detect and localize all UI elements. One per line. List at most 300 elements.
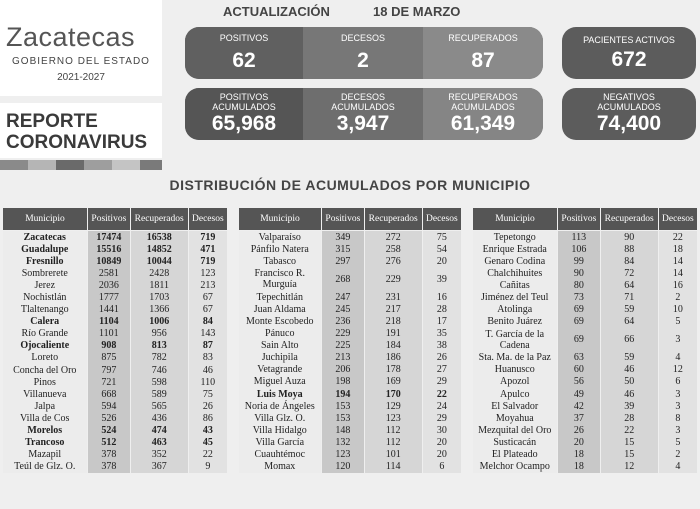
- positivos-cell: 349: [322, 231, 365, 244]
- table-row: [3, 316, 228, 328]
- recuperados-cell: 84: [600, 255, 658, 267]
- daily-decesos: [303, 27, 423, 79]
- recuperados-cell: 28: [600, 412, 658, 424]
- logo-panel: [0, 0, 162, 96]
- decesos-cell: 54: [422, 243, 461, 255]
- municipio-cell: El Salvador: [473, 400, 558, 412]
- municipio-cell: Pánuco: [239, 328, 322, 340]
- table-row: [239, 340, 462, 352]
- municipio-cell: Mazapil: [3, 449, 88, 461]
- table-row: [239, 352, 462, 364]
- negatives-box: [562, 88, 696, 140]
- municipio-cell: Mezquital del Oro: [473, 424, 558, 436]
- table-row: [473, 231, 698, 244]
- active-patients: [562, 27, 696, 79]
- municipio-cell: Tabasco: [239, 255, 322, 267]
- municipio-cell: Calera: [3, 316, 88, 328]
- municipio-cell: Concha del Oro: [3, 364, 88, 376]
- municipio-cell: Monte Escobedo: [239, 315, 322, 327]
- recuperados-cell: 50: [600, 376, 658, 388]
- positivos-cell: 69: [558, 316, 601, 328]
- municipality-table-2: [238, 207, 462, 473]
- col-municipio: Municipio: [3, 208, 88, 231]
- decesos-cell: 86: [188, 412, 227, 424]
- table-row: [473, 267, 698, 279]
- recuperados-cell: 59: [600, 352, 658, 364]
- table-row: [473, 243, 698, 255]
- municipio-cell: Río Grande: [3, 328, 88, 340]
- table-row: [3, 304, 228, 316]
- table-row: [3, 352, 228, 364]
- report-title-line2: CORONAVIRUS: [6, 132, 148, 153]
- table-row: [239, 376, 462, 388]
- positivos-cell: 1101: [88, 328, 131, 340]
- municipio-cell: Miguel Auza: [239, 376, 322, 388]
- positivos-cell: 512: [88, 437, 131, 449]
- recuperados-cell: 589: [130, 388, 188, 400]
- municipio-cell: Melchor Ocampo: [473, 461, 558, 473]
- decesos-cell: 14: [658, 267, 697, 279]
- decesos-cell: 75: [188, 388, 227, 400]
- positivos-cell: 875: [88, 352, 131, 364]
- recuperados-cell: 474: [130, 425, 188, 437]
- acc-decesos-label2: ACUMULADOS: [331, 102, 395, 112]
- decesos-cell: 45: [188, 437, 227, 449]
- municipio-cell: Susticacán: [473, 436, 558, 448]
- municipio-cell: Luis Moya: [239, 388, 322, 400]
- positivos-cell: 18: [558, 461, 601, 473]
- decesos-cell: 28: [422, 303, 461, 315]
- recuperados-cell: 782: [130, 352, 188, 364]
- recuperados-cell: 15: [600, 449, 658, 461]
- decesos-cell: 87: [188, 340, 227, 352]
- municipio-cell: Loreto: [3, 352, 88, 364]
- municipio-cell: Tepetongo: [473, 231, 558, 244]
- municipio-cell: Vetagrande: [239, 364, 322, 376]
- table-row: [239, 243, 462, 255]
- update-date: 18 DE MARZO: [373, 4, 461, 19]
- col-recuperados: Recuperados: [600, 208, 658, 231]
- positivos-cell: 378: [88, 461, 131, 473]
- decesos-cell: 12: [658, 364, 697, 376]
- municipio-cell: Juan Aldama: [239, 303, 322, 315]
- decesos-cell: 719: [188, 255, 227, 267]
- decesos-cell: 39: [422, 267, 461, 291]
- decesos-cell: 18: [658, 243, 697, 255]
- positivos-cell: 1777: [88, 291, 131, 303]
- table-row: [239, 231, 462, 244]
- positivos-cell: 120: [322, 461, 365, 473]
- table-row: [3, 231, 228, 244]
- recuperados-cell: 2428: [130, 267, 188, 279]
- logo-name: Zacatecas: [6, 22, 136, 52]
- table-row: [473, 449, 698, 461]
- table-row: [239, 255, 462, 267]
- report-title: [6, 111, 147, 153]
- logo-subtitle: GOBIERNO DEL ESTADO: [12, 56, 150, 67]
- table-row: [473, 352, 698, 364]
- municipio-cell: Francisco R. Murguía: [239, 267, 322, 291]
- recuperados-cell: 101: [364, 449, 422, 461]
- report-panel: [0, 103, 162, 158]
- decesos-cell: 6: [658, 376, 697, 388]
- positivos-cell: 247: [322, 291, 365, 303]
- decesos-cell: 27: [422, 364, 461, 376]
- decesos-cell: 213: [188, 279, 227, 291]
- table-row: [473, 436, 698, 448]
- decesos-cell: 110: [188, 376, 227, 388]
- recuperados-cell: 64: [600, 279, 658, 291]
- table-row: [473, 316, 698, 328]
- recuperados-cell: 746: [130, 364, 188, 376]
- positivos-cell: 42: [558, 400, 601, 412]
- table-row: [3, 449, 228, 461]
- recuperados-cell: 186: [364, 352, 422, 364]
- col-decesos: Decesos: [422, 208, 461, 231]
- color-stripe: [140, 160, 162, 170]
- recuperados-cell: 39: [600, 400, 658, 412]
- decesos-cell: 16: [422, 291, 461, 303]
- positivos-cell: 268: [322, 267, 365, 291]
- negatives-value: 74,400: [596, 112, 662, 135]
- table-row: [3, 376, 228, 388]
- decesos-cell: 38: [422, 340, 461, 352]
- table-row: [3, 425, 228, 437]
- recuperados-cell: 14852: [130, 243, 188, 255]
- decesos-cell: 3: [658, 424, 697, 436]
- color-stripe: [28, 160, 56, 170]
- recuperados-cell: 217: [364, 303, 422, 315]
- decesos-cell: 5: [658, 436, 697, 448]
- municipio-cell: Benito Juárez: [473, 316, 558, 328]
- decesos-cell: 22: [658, 231, 697, 244]
- municipio-cell: Cuauhtémoc: [239, 449, 322, 461]
- positivos-cell: 153: [322, 400, 365, 412]
- municipio-cell: Morelos: [3, 425, 88, 437]
- positivos-cell: 148: [322, 424, 365, 436]
- table-row: [473, 424, 698, 436]
- positivos-cell: 56: [558, 376, 601, 388]
- recuperados-cell: 22: [600, 424, 658, 436]
- positivos-cell: 236: [322, 315, 365, 327]
- col-recuperados: Recuperados: [130, 208, 188, 231]
- decesos-cell: 20: [422, 449, 461, 461]
- positivos-cell: 123: [322, 449, 365, 461]
- acc-positivos-label1: POSITIVOS: [219, 92, 269, 102]
- municipio-cell: Ojocaliente: [3, 340, 88, 352]
- positivos-cell: 297: [322, 255, 365, 267]
- table-body: [473, 231, 698, 473]
- municipio-cell: Juchipila: [239, 352, 322, 364]
- update-label: ACTUALIZACIÓN: [223, 4, 330, 19]
- municipio-cell: Trancoso: [3, 437, 88, 449]
- acc-recuperados-label1: RECUPERADOS: [448, 92, 518, 102]
- positivos-cell: 15516: [88, 243, 131, 255]
- decesos-cell: 123: [188, 267, 227, 279]
- table-row: [473, 279, 698, 291]
- decesos-cell: 143: [188, 328, 227, 340]
- decesos-cell: 83: [188, 352, 227, 364]
- decesos-cell: 43: [188, 425, 227, 437]
- decesos-cell: 8: [658, 412, 697, 424]
- negatives: [562, 88, 696, 140]
- table-row: [3, 279, 228, 291]
- recuperados-cell: 169: [364, 376, 422, 388]
- decesos-cell: 17: [422, 315, 461, 327]
- report-title-line1: REPORTE: [6, 111, 98, 132]
- decesos-cell: 46: [188, 364, 227, 376]
- daily-positivos-label: POSITIVOS: [219, 33, 269, 43]
- negatives-label2: ACUMULADOS: [597, 102, 661, 112]
- municipio-cell: El Plateado: [473, 449, 558, 461]
- decesos-cell: 719: [188, 231, 227, 244]
- table-row: [239, 267, 462, 291]
- municipio-cell: Genaro Codina: [473, 255, 558, 267]
- decesos-cell: 5: [658, 316, 697, 328]
- daily-recuperados: [423, 27, 543, 79]
- table-row: [239, 436, 462, 448]
- municipio-cell: Momax: [239, 461, 322, 473]
- municipio-cell: Jiménez del Teul: [473, 291, 558, 303]
- recuperados-cell: 231: [364, 291, 422, 303]
- recuperados-cell: 184: [364, 340, 422, 352]
- municipio-cell: Apulco: [473, 388, 558, 400]
- table-row: [3, 243, 228, 255]
- municipio-cell: Fresnillo: [3, 255, 88, 267]
- decesos-cell: 10: [658, 304, 697, 316]
- decesos-cell: 30: [422, 424, 461, 436]
- positivos-cell: 524: [88, 425, 131, 437]
- daily-decesos-label: DECESOS: [340, 33, 385, 43]
- municipio-cell: Moyahua: [473, 412, 558, 424]
- table-row: [473, 400, 698, 412]
- recuperados-cell: 59: [600, 304, 658, 316]
- positivos-cell: 99: [558, 255, 601, 267]
- positivos-cell: 26: [558, 424, 601, 436]
- municipality-table-1: [2, 207, 228, 473]
- municipio-cell: Valparaíso: [239, 231, 322, 244]
- acc-recuperados: [423, 88, 543, 140]
- recuperados-cell: 191: [364, 328, 422, 340]
- positivos-cell: 225: [322, 340, 365, 352]
- recuperados-cell: 64: [600, 316, 658, 328]
- table-row: [3, 291, 228, 303]
- recuperados-cell: 218: [364, 315, 422, 327]
- table-row: [239, 303, 462, 315]
- recuperados-cell: 72: [600, 267, 658, 279]
- table-row: [473, 291, 698, 303]
- positivos-cell: 668: [88, 388, 131, 400]
- recuperados-cell: 1366: [130, 304, 188, 316]
- table-header-row: [239, 208, 462, 231]
- decesos-cell: 35: [422, 328, 461, 340]
- decesos-cell: 9: [188, 461, 227, 473]
- decesos-cell: 2: [658, 449, 697, 461]
- municipio-cell: Tlaltenango: [3, 304, 88, 316]
- table-row: [239, 315, 462, 327]
- decesos-cell: 22: [422, 388, 461, 400]
- acc-recuperados-value: 61,349: [450, 112, 516, 135]
- municipio-cell: Jerez: [3, 279, 88, 291]
- table-row: [3, 267, 228, 279]
- col-municipio: Municipio: [239, 208, 322, 231]
- municipio-cell: Sombrerete: [3, 267, 88, 279]
- col-positivos: Positivos: [88, 208, 131, 231]
- recuperados-cell: 367: [130, 461, 188, 473]
- decesos-cell: 29: [422, 376, 461, 388]
- recuperados-cell: 88: [600, 243, 658, 255]
- decesos-cell: 3: [658, 328, 697, 352]
- accumulated-stats-group: [185, 88, 543, 140]
- table-header-row: [473, 208, 698, 231]
- table-row: [239, 400, 462, 412]
- positivos-cell: 721: [88, 376, 131, 388]
- recuperados-cell: 1703: [130, 291, 188, 303]
- decesos-cell: 75: [422, 231, 461, 244]
- positivos-cell: 132: [322, 436, 365, 448]
- positivos-cell: 49: [558, 388, 601, 400]
- municipio-cell: Sta. Ma. de la Paz: [473, 352, 558, 364]
- decesos-cell: 20: [422, 255, 461, 267]
- positivos-cell: 378: [88, 449, 131, 461]
- table-row: [239, 424, 462, 436]
- recuperados-cell: 436: [130, 412, 188, 424]
- municipio-cell: Noria de Ángeles: [239, 400, 322, 412]
- recuperados-cell: 129: [364, 400, 422, 412]
- recuperados-cell: 10044: [130, 255, 188, 267]
- positivos-cell: 206: [322, 364, 365, 376]
- color-stripe: [84, 160, 112, 170]
- recuperados-cell: 15: [600, 436, 658, 448]
- table-row: [3, 328, 228, 340]
- decesos-cell: 3: [658, 388, 697, 400]
- acc-positivos-label2: ACUMULADOS: [212, 102, 276, 112]
- positivos-cell: 106: [558, 243, 601, 255]
- decesos-cell: 16: [658, 279, 697, 291]
- decesos-cell: 14: [658, 255, 697, 267]
- positivos-cell: 2581: [88, 267, 131, 279]
- table-row: [3, 388, 228, 400]
- municipio-cell: Teúl de Glz. O.: [3, 461, 88, 473]
- col-positivos: Positivos: [322, 208, 365, 231]
- table-row: [239, 388, 462, 400]
- decesos-cell: 20: [422, 436, 461, 448]
- table-body: [3, 231, 228, 473]
- color-stripe: [0, 160, 28, 170]
- positivos-cell: 69: [558, 328, 601, 352]
- table-row: [239, 449, 462, 461]
- municipio-cell: Villa de Cos: [3, 412, 88, 424]
- table-row: [473, 376, 698, 388]
- municipio-cell: Zacatecas: [3, 231, 88, 244]
- col-decesos: Decesos: [658, 208, 697, 231]
- positivos-cell: 73: [558, 291, 601, 303]
- recuperados-cell: 12: [600, 461, 658, 473]
- recuperados-cell: 229: [364, 267, 422, 291]
- negatives-label1: NEGATIVOS: [603, 92, 655, 102]
- positivos-cell: 2036: [88, 279, 131, 291]
- recuperados-cell: 66: [600, 328, 658, 352]
- positivos-cell: 90: [558, 267, 601, 279]
- table-row: [239, 291, 462, 303]
- col-decesos: Decesos: [188, 208, 227, 231]
- table-row: [473, 461, 698, 473]
- positivos-cell: 797: [88, 364, 131, 376]
- municipio-cell: Guadalupe: [3, 243, 88, 255]
- table-row: [473, 412, 698, 424]
- table-row: [3, 461, 228, 473]
- table-row: [239, 412, 462, 424]
- municipio-cell: Apozol: [473, 376, 558, 388]
- recuperados-cell: 170: [364, 388, 422, 400]
- recuperados-cell: 16538: [130, 231, 188, 244]
- table-row: [3, 364, 228, 376]
- table-row: [239, 461, 462, 473]
- recuperados-cell: 114: [364, 461, 422, 473]
- decesos-cell: 4: [658, 461, 697, 473]
- col-municipio: Municipio: [473, 208, 558, 231]
- daily-decesos-value: 2: [357, 49, 369, 72]
- recuperados-cell: 90: [600, 231, 658, 244]
- table-row: [473, 364, 698, 376]
- positivos-cell: 526: [88, 412, 131, 424]
- positivos-cell: 17474: [88, 231, 131, 244]
- recuperados-cell: 46: [600, 364, 658, 376]
- municipio-cell: Atolinga: [473, 304, 558, 316]
- acc-positivos: [185, 88, 303, 140]
- recuperados-cell: 276: [364, 255, 422, 267]
- decesos-cell: 6: [422, 461, 461, 473]
- positivos-cell: 315: [322, 243, 365, 255]
- recuperados-cell: 1811: [130, 279, 188, 291]
- recuperados-cell: 112: [364, 436, 422, 448]
- positivos-cell: 18: [558, 449, 601, 461]
- decesos-cell: 24: [422, 400, 461, 412]
- daily-recuperados-value: 87: [471, 49, 495, 72]
- color-stripe: [112, 160, 140, 170]
- recuperados-cell: 598: [130, 376, 188, 388]
- positivos-cell: 20: [558, 436, 601, 448]
- recuperados-cell: 71: [600, 291, 658, 303]
- recuperados-cell: 956: [130, 328, 188, 340]
- logo-years: 2021-2027: [57, 72, 105, 83]
- recuperados-cell: 258: [364, 243, 422, 255]
- recuperados-cell: 565: [130, 400, 188, 412]
- table-row: [473, 255, 698, 267]
- table-row: [3, 340, 228, 352]
- positivos-cell: 229: [322, 328, 365, 340]
- decesos-cell: 2: [658, 291, 697, 303]
- municipio-cell: Villa Glz. O.: [239, 412, 322, 424]
- positivos-cell: 194: [322, 388, 365, 400]
- municipio-cell: Pánfilo Natera: [239, 243, 322, 255]
- positivos-cell: 198: [322, 376, 365, 388]
- decesos-cell: 4: [658, 352, 697, 364]
- municipio-cell: Chalchihuites: [473, 267, 558, 279]
- active-patients-value: 672: [611, 48, 647, 71]
- table-row: [3, 400, 228, 412]
- acc-recuperados-label2: ACUMULADOS: [451, 102, 515, 112]
- positivos-cell: 80: [558, 279, 601, 291]
- table-row: [3, 437, 228, 449]
- table-header-row: [3, 208, 228, 231]
- positivos-cell: 908: [88, 340, 131, 352]
- positivos-cell: 1441: [88, 304, 131, 316]
- acc-decesos: [303, 88, 423, 140]
- positivos-cell: 10849: [88, 255, 131, 267]
- table-row: [3, 412, 228, 424]
- positivos-cell: 153: [322, 412, 365, 424]
